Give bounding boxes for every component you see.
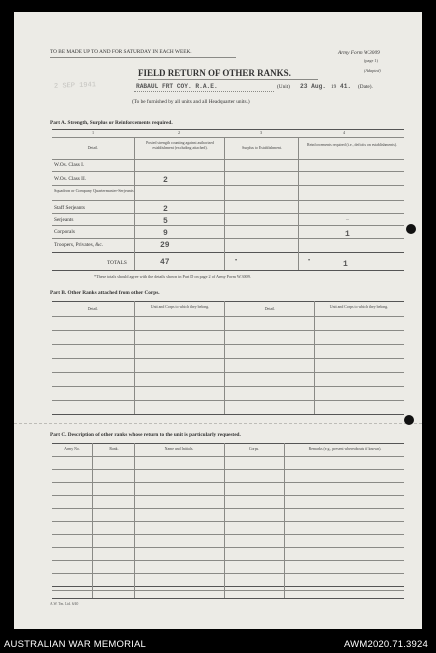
row-posted-7: 29	[160, 241, 170, 250]
part-c-col-rank: Rank.	[109, 447, 119, 451]
col-header-posted: Posted strength counting against authorized establishment (excluding attached).	[146, 141, 214, 150]
col-number-3: 3	[260, 130, 263, 135]
footer-accession: AWM2020.71.3924	[344, 639, 428, 650]
part-c-col-name: Name and Initials.	[164, 447, 194, 451]
form-page: (page 1)	[364, 58, 378, 63]
form-adapted: (Adapted)	[364, 68, 381, 73]
row-detail-7: Troopers, Privates, &c.	[54, 242, 104, 248]
totals-reinf-dot: •	[308, 258, 311, 264]
part-c-col-remarks: Remarks (e.g., present whereabouts if known).	[308, 447, 382, 451]
row-detail-1: W.Os. Class I.	[54, 162, 85, 168]
part-a-note: *These totals should agree with the details shown in Part D on page 2 of Army Form W.3009.	[94, 274, 251, 279]
year-prefix: 19	[331, 84, 337, 90]
row-detail-2: W.Os. Class II.	[54, 176, 87, 182]
part-b-col-detail-1: Detail.	[87, 307, 99, 311]
row-reinf-5: –	[346, 217, 349, 223]
year-value: 41.	[340, 83, 352, 90]
date-label: (Date).	[358, 84, 373, 90]
part-a-heading: Part A. Strength, Surplus or Reinforcements required.	[50, 120, 173, 126]
form-id: Army Form W.3009	[338, 50, 380, 56]
col-header-reinf: Reinforcements required (i.e., deficits on establishments).	[307, 143, 397, 147]
punch-hole-bottom	[404, 415, 414, 425]
totals-posted: 47	[160, 258, 170, 267]
form-subtitle: (To be furnished by all units and all Headquarter units.)	[132, 99, 250, 105]
col-number-1: 1	[92, 130, 95, 135]
form-title: FIELD RETURN OF OTHER RANKS.	[138, 68, 291, 78]
part-c-col-corps: Corps.	[248, 447, 260, 451]
totals-surplus: •	[235, 258, 238, 264]
col-number-2: 2	[178, 130, 181, 135]
part-c-heading: Part C. Description of other ranks whose return to the unit is particularly requested.	[50, 432, 241, 438]
col-number-4: 4	[343, 130, 346, 135]
punch-hole-top	[406, 224, 416, 234]
row-detail-6: Corporals	[54, 229, 75, 235]
row-posted-4: 2	[163, 205, 168, 214]
row-posted-2: 2	[163, 176, 168, 185]
part-b-col-detail-2: Detail.	[264, 307, 276, 311]
unit-label: (Unit)	[277, 84, 290, 90]
footer-bar	[0, 634, 436, 653]
row-detail-5: Serjeants	[54, 217, 74, 223]
row-posted-6: 9	[163, 229, 168, 238]
received-stamp: 2 SEP 1941	[53, 81, 97, 91]
part-b-heading: Part B. Other Ranks attached from other Corps.	[50, 290, 160, 296]
part-b-col-unit-1: Unit and Corps to which they belong.	[150, 305, 210, 309]
footer-source: AUSTRALIAN WAR MEMORIAL	[4, 639, 147, 650]
row-reinf-6: 1	[345, 230, 350, 239]
row-posted-5: 5	[163, 217, 168, 226]
part-c-col-army-no: Army No.	[64, 447, 80, 451]
instruction-text: TO BE MADE UP TO AND FOR SATURDAY IN EACH WEEK.	[50, 49, 192, 55]
part-b-col-unit-2: Unit and Corps to which they belong.	[329, 305, 389, 309]
unit-value: RABAUL FRT COY. R.A.E.	[136, 83, 218, 90]
totals-reinf: 1	[343, 260, 348, 269]
print-code: A.W. Tm. Ltd. 6/40	[50, 602, 79, 606]
row-detail-3: Squadron or Company Quartermaster-Serjeants	[54, 188, 134, 193]
date-value: 23 Aug.	[300, 83, 326, 90]
col-header-surplus: Surplus to Establishment.	[242, 146, 282, 150]
row-detail-4: Staff Serjeants	[54, 205, 85, 211]
form-paper	[14, 12, 422, 629]
totals-label: TOTALS	[107, 260, 127, 266]
col-header-detail: Detail.	[87, 146, 99, 150]
